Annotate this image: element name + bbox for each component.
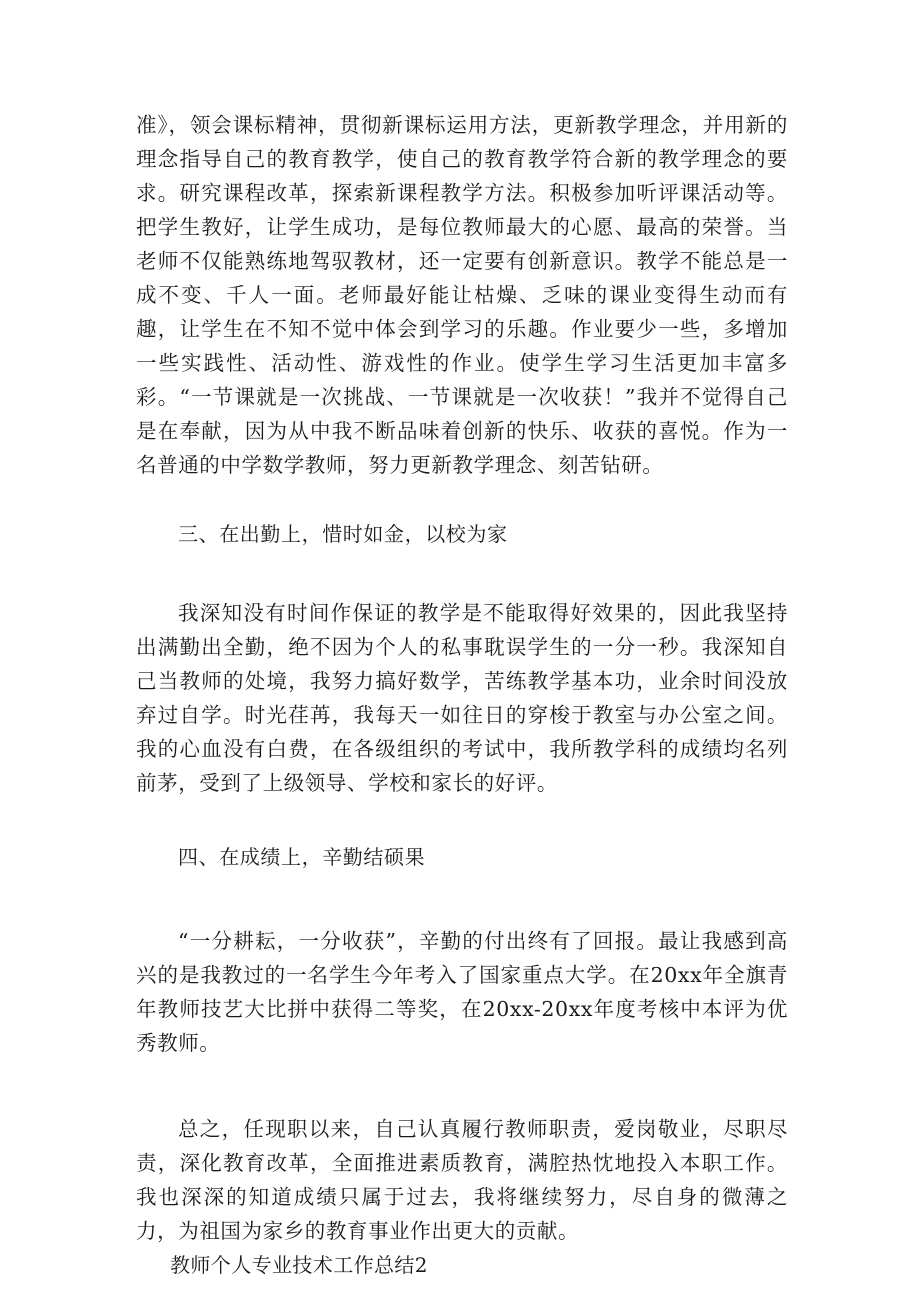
spacer (136, 800, 788, 840)
paragraph-achievements: “一分耕耘，一分收获”，辛勤的付出终有了回报。最让我感到高兴的是我教过的一名学生今年考入了国家重点大学。在20xx年全旗青年教师技艺大比拼中获得二等奖，在20xx-20xx年度考核中本评为优秀教师。 (136, 929, 788, 1055)
next-document-title: 教师个人专业技术工作总结2 (170, 1253, 428, 1277)
paragraph-summary: 总之，任现职以来，自己认真履行教师职责，爱岗敬业，尽职尽责，深化教育改革，全面推进素质教育，满腔热忱地投入本职工作。我也深深的知道成绩只属于过去，我将继续努力，尽自身的微薄之力，为祖国为家乡的教育事业作出更大的贡献。 (136, 1117, 788, 1243)
paragraph-attendance: 我深知没有时间作保证的教学是不能取得好效果的，因此我坚持出满勤出全勤，绝不因为个人的私事耽误学生的一分一秒。我深知自己当教师的处境，我努力搞好数学，苦练教学基本功，业余时间没放弃过自学。时光荏苒，我每天一如往日的穿梭于教室与办公室之间。我的心血没有白费，在各级组织的考试中，我所教学科的成绩均名列前茅，受到了上级领导、学校和家长的好评。 (136, 601, 788, 795)
spacer (136, 1060, 788, 1112)
section-heading-achievements: 四、在成绩上，辛勤结硕果 (178, 845, 426, 869)
section-heading-attendance: 三、在出勤上，惜时如金，以校为家 (178, 522, 508, 546)
document-page (136, 108, 788, 1282)
spacer (136, 551, 788, 596)
paragraph-teaching-philosophy: 准》，领会课标精神，贯彻新课标运用方法，更新教学理念，并用新的理念指导自己的教育教学，使自己的教育教学符合新的教学理念的要求。研究课程改革，探索新课程教学方法。积极参加听评课活动等。把学生教好，让学生成功，是每位教师最大的心愿、最高的荣誉。当老师不仅能熟练地驾驭教材，还一定要有创新意识。教学不能总是一成不变、千人一面。老师最好能让枯燥、乏味的课业变得生动而有趣，让学生在不知不觉中体会到学习的乐趣。作业要少一些，多增加一些实践性、活动性、游戏性的作业。使学生学习生活更加丰富多彩。“一节课就是一次挑战、一节课就是一次收获！”我并不觉得自己是在奉献，因为从中我不断品味着创新的快乐、收获的喜悦。作为一名普通的中学数学教师，努力更新教学理念、刻苦钻研。 (136, 113, 788, 477)
spacer (136, 482, 788, 517)
spacer (136, 874, 788, 924)
